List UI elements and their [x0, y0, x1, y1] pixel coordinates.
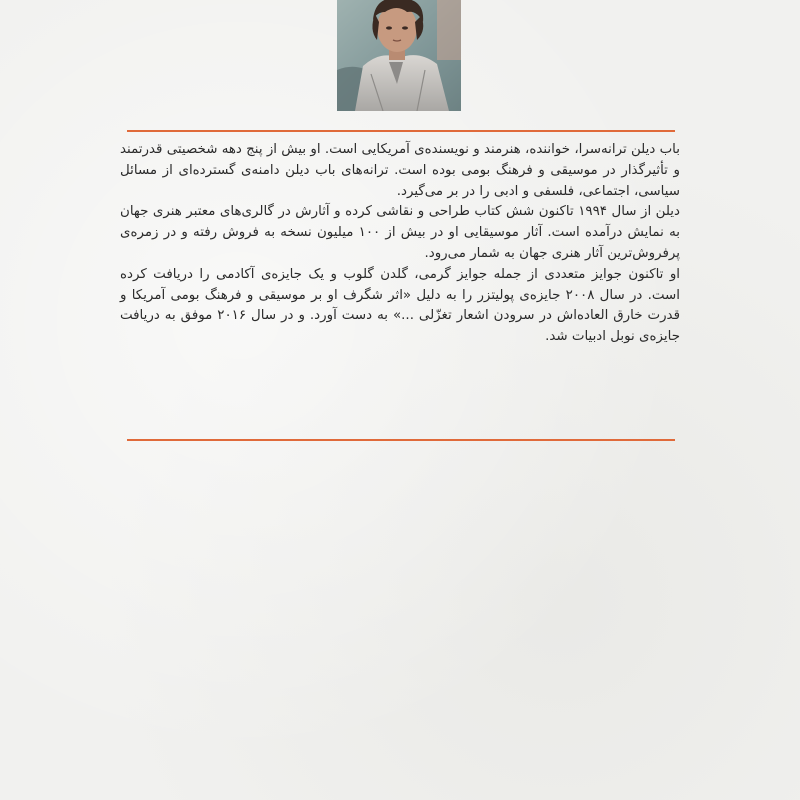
author-portrait-photo: [337, 0, 461, 111]
biography-paragraph: دیلن از سال ۱۹۹۴ تاکنون شش کتاب طراحی و نقاشی کرده و آثارش در گالری‌های معتبر هنری جهان به نمایش درآمده است. آثار موسیقایی او در بیش از ۱۰۰ میلیون نسخه به فروش رفته و در زمره‌ی پرفروش‌ترین آثار هنری جهان به شمار می‌رود.: [120, 204, 680, 261]
top-divider: [127, 130, 675, 132]
biography-paragraph: او تاکنون جوایز متعددی از جمله جوایز گرمی، گلدن گلوب و یک جایزه‌ی آکادمی را دریافت کرده است. در سال ۲۰۰۸ جایزه‌ی پولیتزر را به دلیل «اثر شگرف او بر موسیقی و فرهنگ بومی آمریکا و قدرت خارق العاده‌اش در سرودن اشعار تغزّلی ...» به دست آورد. و در سال ۲۰۱۶ موفق به دریافت جایزه‌ی نوبل ادبیات شد.: [120, 266, 680, 345]
author-biography: [120, 140, 680, 348]
bottom-divider: [127, 439, 675, 441]
biography-paragraph: باب دیلن ترانه‌سرا، خواننده، هنرمند و نویسنده‌ی آمریکایی است. او بیش از پنج دهه شخصیتی قدرتمند و تأثیرگذار در موسیقی و فرهنگ بومی بوده است. ترانه‌های باب دیلن دامنه‌ی گسترده‌ای از مسائل سیاسی، اجتماعی، فلسفی و ادبی را در بر می‌گیرد.: [120, 142, 680, 199]
